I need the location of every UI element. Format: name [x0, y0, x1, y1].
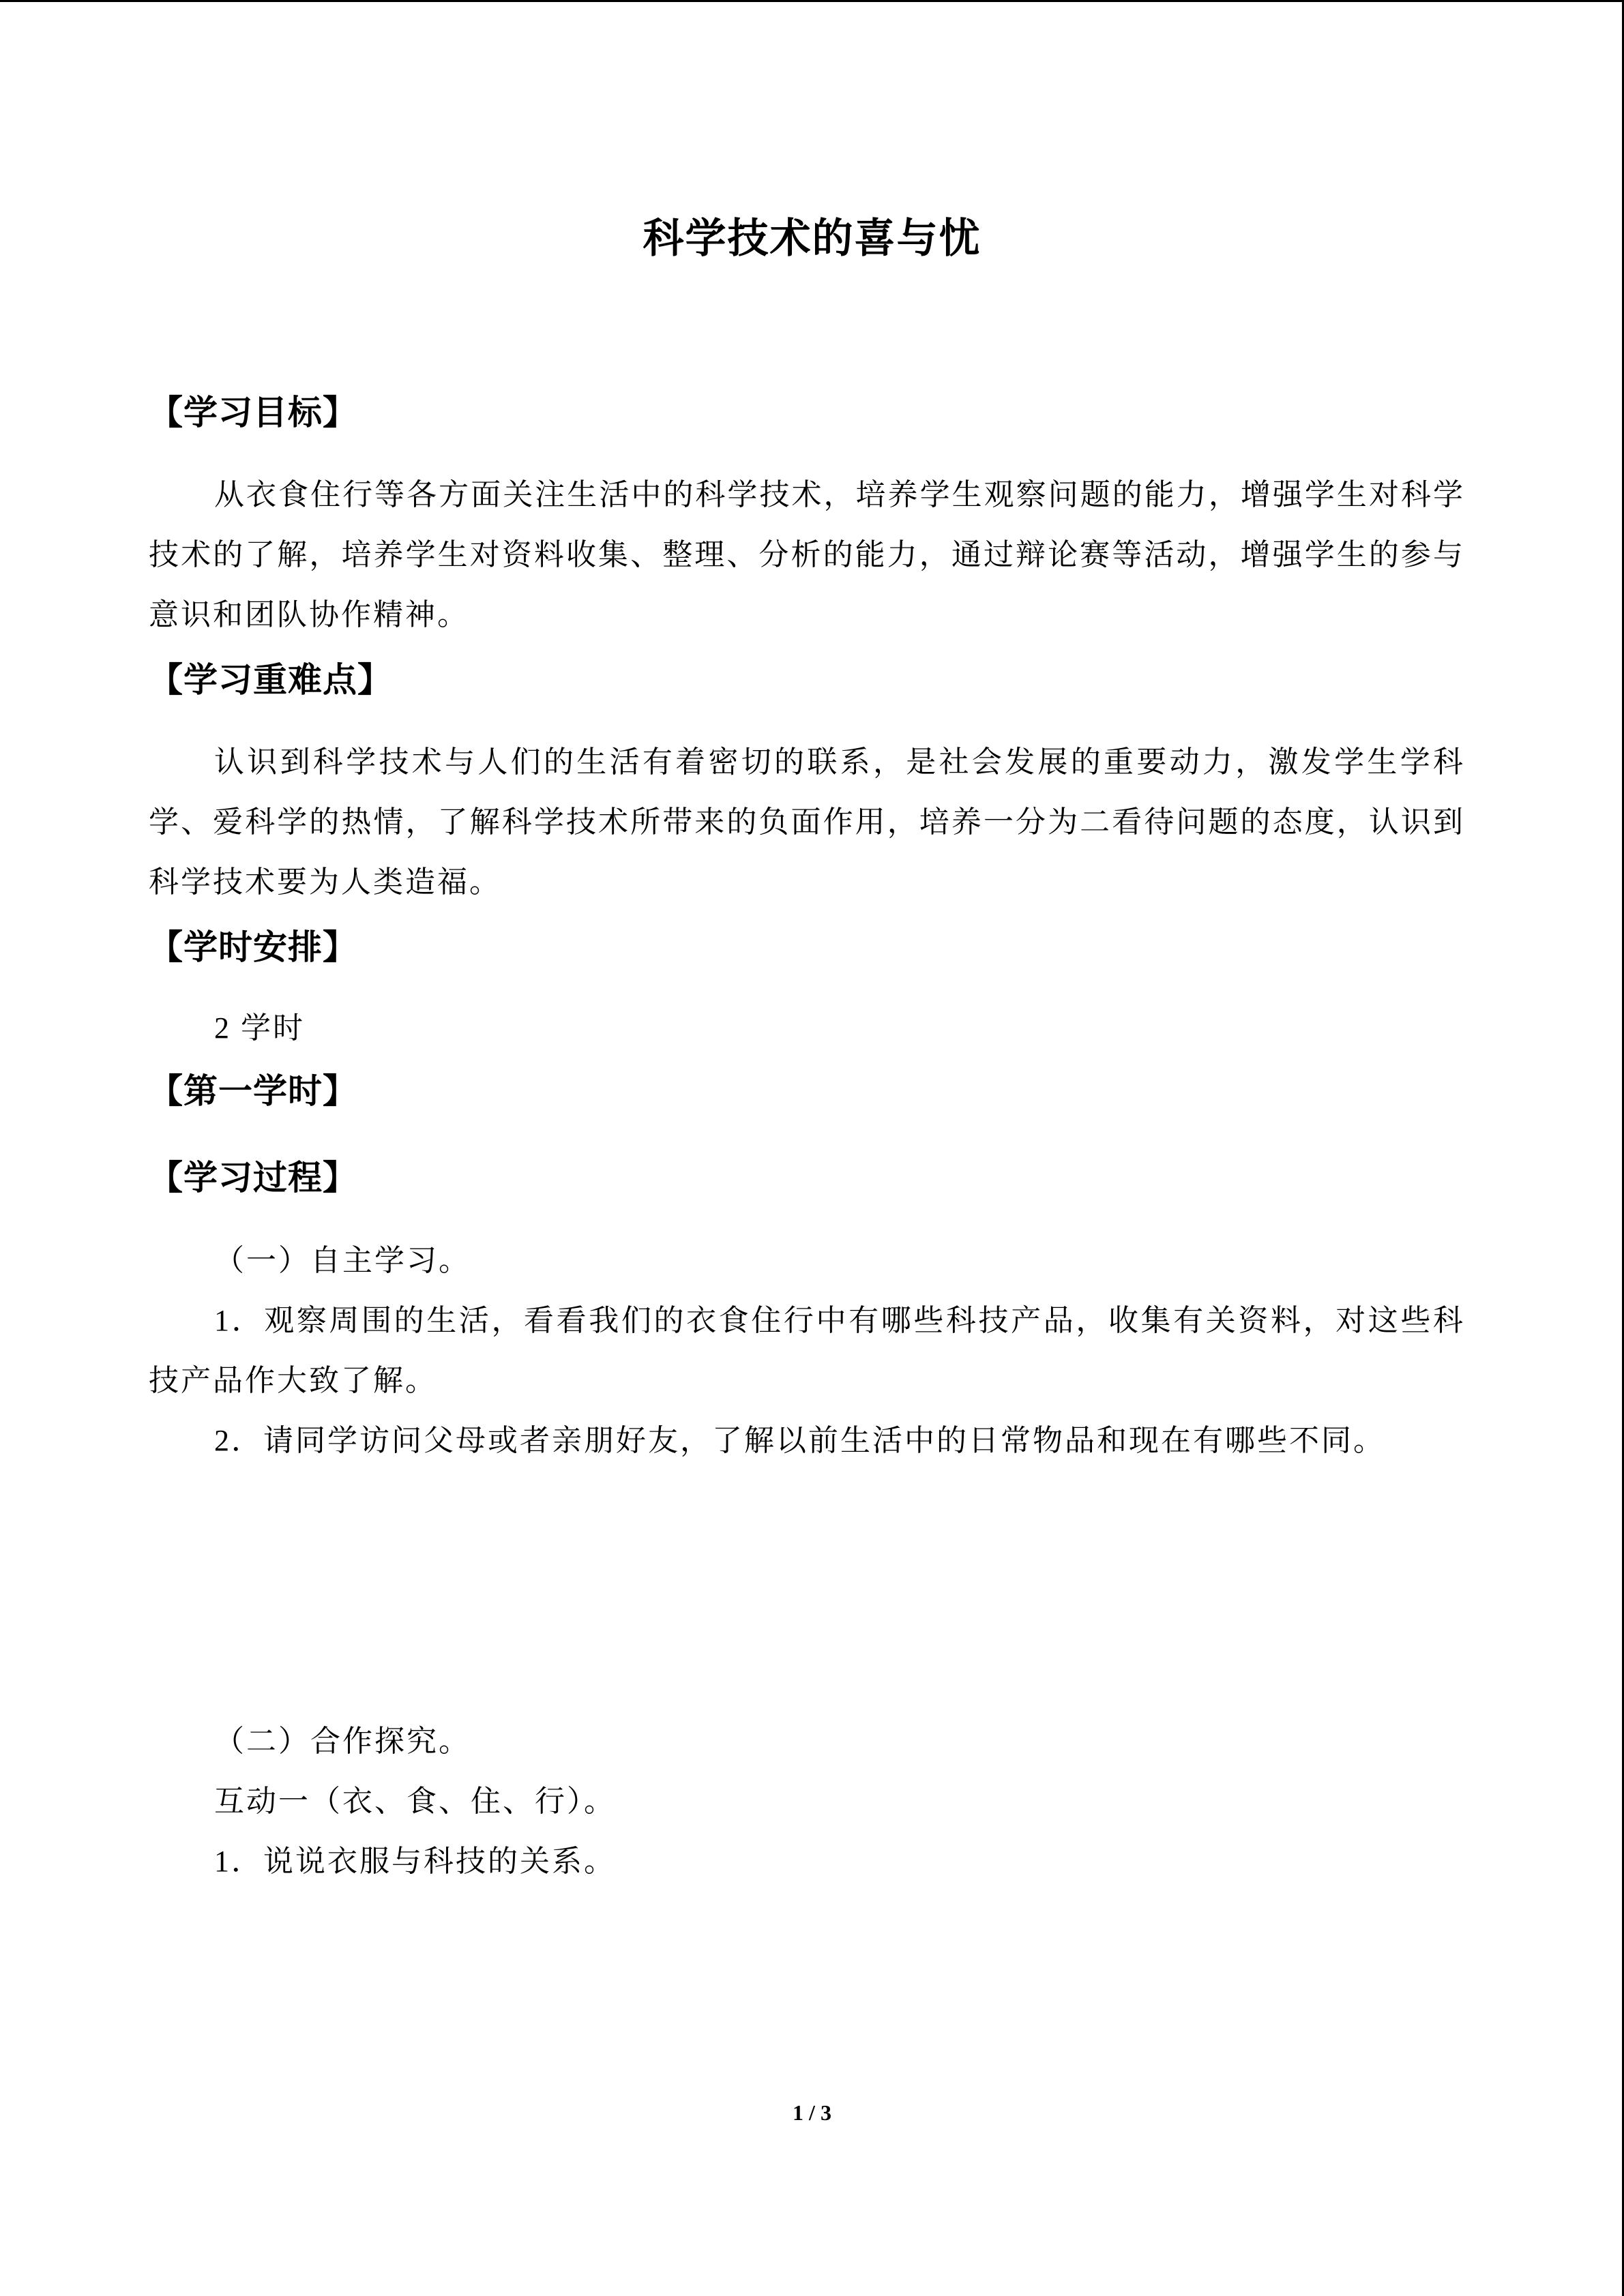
document-title: 科学技术的喜与忧	[643, 215, 981, 263]
process-item-2: 2．请同学访问父母或者亲朋好友，了解以前生活中的日常物品和现在有哪些不同。	[214, 1424, 1385, 1457]
process-item-1: 1．观察周围的生活，看看我们的衣食住行中有哪些科技产品，收集有关资料，对这些科技产品作大致了解。	[149, 1304, 1465, 1397]
paragraph-objectives: 从衣食住行等各方面关注生活中的科学技术，培养学生观察问题的能力，增强学生对科学技术的了解，培养学生对资料收集、整理、分析的能力，通过辩论赛等活动，增强学生的参与意识和团队协作精神。	[149, 478, 1465, 631]
cooperation-item-1: 1．说说衣服与科技的关系。	[214, 1845, 616, 1878]
cooperation-label: （二）合作探究。	[214, 1725, 471, 1758]
interaction-1-label: 互动一（衣、食、住、行）。	[214, 1785, 616, 1818]
self-study-label: （一）自主学习。	[214, 1244, 471, 1277]
heading-key-points: 【学习重难点】	[149, 660, 392, 700]
heading-first-period: 【第一学时】	[149, 1071, 357, 1111]
page-number: 1 / 3	[793, 2100, 831, 2125]
schedule-text: 2 学时	[214, 1011, 305, 1045]
heading-objectives: 【学习目标】	[149, 393, 357, 432]
heading-schedule: 【学时安排】	[149, 927, 357, 967]
paragraph-key-points: 认识到科学技术与人们的生活有着密切的联系，是社会发展的重要动力，激发学生学科学、爱科学的热情，了解科学技术所带来的负面作用，培养一分为二看待问题的态度，认识到科学技术要为人类造福。	[149, 745, 1465, 899]
heading-process: 【学习过程】	[149, 1158, 357, 1197]
